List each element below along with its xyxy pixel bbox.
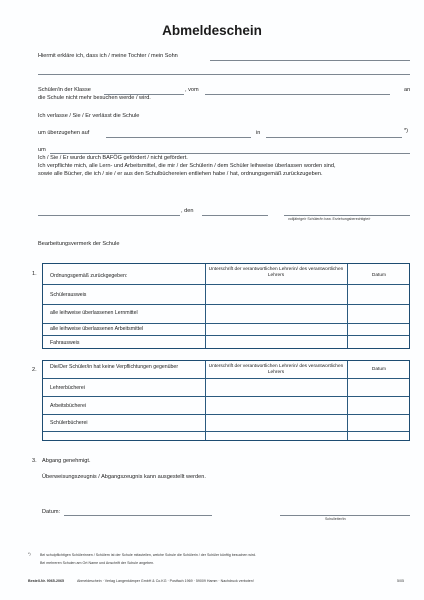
from-date-field[interactable] [205,94,390,95]
at-label: an [404,87,411,93]
declaration-text: Hiermit erkläre ich, dass ich / meine Tochter / mein Sohn [38,53,178,59]
leaves-school-text: die Schule nicht mehr besuchen werde / wird. [38,95,151,101]
imprint-text: Abmeldeschein · Verlag Langenkämper GmbH & Co.KG · Postfach 1969 · 59009 Hamm · Nachdruck verboten! [77,579,254,583]
table2-header-items: Die/Der Schüler/in hat keine Verpflichtungen gegenüber [50,364,179,370]
table-row: alle leihweise überlassenen Arbeitsmittel [50,326,144,332]
table2-header-signature: Unterschrift der verantwortlichen Lehrerin/ des verantwortlichen Lehrers [208,364,344,375]
footnote-mark: *) [404,128,409,134]
signature-field[interactable] [284,215,410,216]
um-label: um [38,147,46,153]
place-field[interactable] [38,215,180,216]
footnote-marker: *) [28,552,31,556]
approved-text: Abgang genehmigt. [42,458,91,464]
table-row: Fahrausweis [50,340,80,346]
table1-number: 1. [32,271,37,277]
table-row: Arbeitsbücherei [50,403,87,409]
obligations-table [42,360,410,441]
certificate-text: Überweisungszeugnis / Abgangszeugnis kann ausgestellt werden. [42,474,206,480]
table-row: Lehrerbücherei [50,385,85,391]
student-class-label: Schüler/in der Klasse [38,87,91,93]
date-field[interactable] [202,215,268,216]
table1-header-items: Ordnungsgemäß zurückgegeben: [50,273,128,279]
section3-number: 3. [32,458,37,464]
from-label: , vom [185,87,199,93]
footnote-line-2: Bei mehreren Schulen am Ort Name und Anschrift der Schule angeben. [40,561,155,565]
in-label: in [256,130,261,136]
name-line-2[interactable] [38,74,410,75]
transfer-school-field[interactable] [106,137,251,138]
date-label: Datum: [42,509,61,515]
bafoeg-text: Ich / Sie / Er wurde durch BAFÖG gefördert / nicht gefördert. [38,155,188,161]
obligation-line-1: Ich verpflichte mich, alle Lern- und Arbeitsmittel, die mir / der Schülerin / dem Schüler leihweise überlassen worden sind, [38,163,336,169]
table1-header-signature: Unterschrift der verantwortlichen Lehrerin/ des verantwortlichen Lehrers [208,267,344,278]
table-row: Schülerbücherei [50,420,88,426]
table1-header-date: Datum [371,273,387,278]
table-row: alle leihweise überlassenen Lernmittel [50,310,138,316]
page-title: Abmeldeschein [162,23,262,38]
name-line[interactable] [210,60,410,61]
um-field[interactable] [50,153,410,154]
principal-signature-field[interactable] [280,515,410,516]
principal-caption: Schulleiter/in [325,517,346,521]
table2-header-date: Datum [371,367,387,372]
return-table [42,263,410,349]
transfer-label: um überzugehen auf [38,130,90,136]
leaving-text: Ich verlasse / Sie / Er verlässt die Schule [38,113,140,119]
den-label: , den [181,208,194,214]
approval-date-field[interactable] [64,515,212,516]
footnote-line-1: Bei schulpflichtigen Schülerinnen / Schülern ist der Schule mitzuteilen, welche Schule die Schülerin / der Schüler künftig besuchen wird. [40,553,256,557]
signature-caption: volljährige/r Schüler/in bzw. Erziehungsberechtigte/r [288,217,371,221]
transfer-town-field[interactable] [266,137,402,138]
table-row: Schülerausweis [50,292,87,298]
obligation-line-2: sowie alle Bücher, die ich / sie / er aus den Schulbüchereien entliehen habe / hat, ordnungsgemäß zurückzugeben. [38,171,323,177]
imprint-code: 5/05 [397,579,404,583]
processing-note: Bearbeitungsvermerk der Schule [38,241,120,247]
table2-number: 2. [32,367,37,373]
order-number: Bestell-Nr. 9065-2065 [28,579,64,583]
